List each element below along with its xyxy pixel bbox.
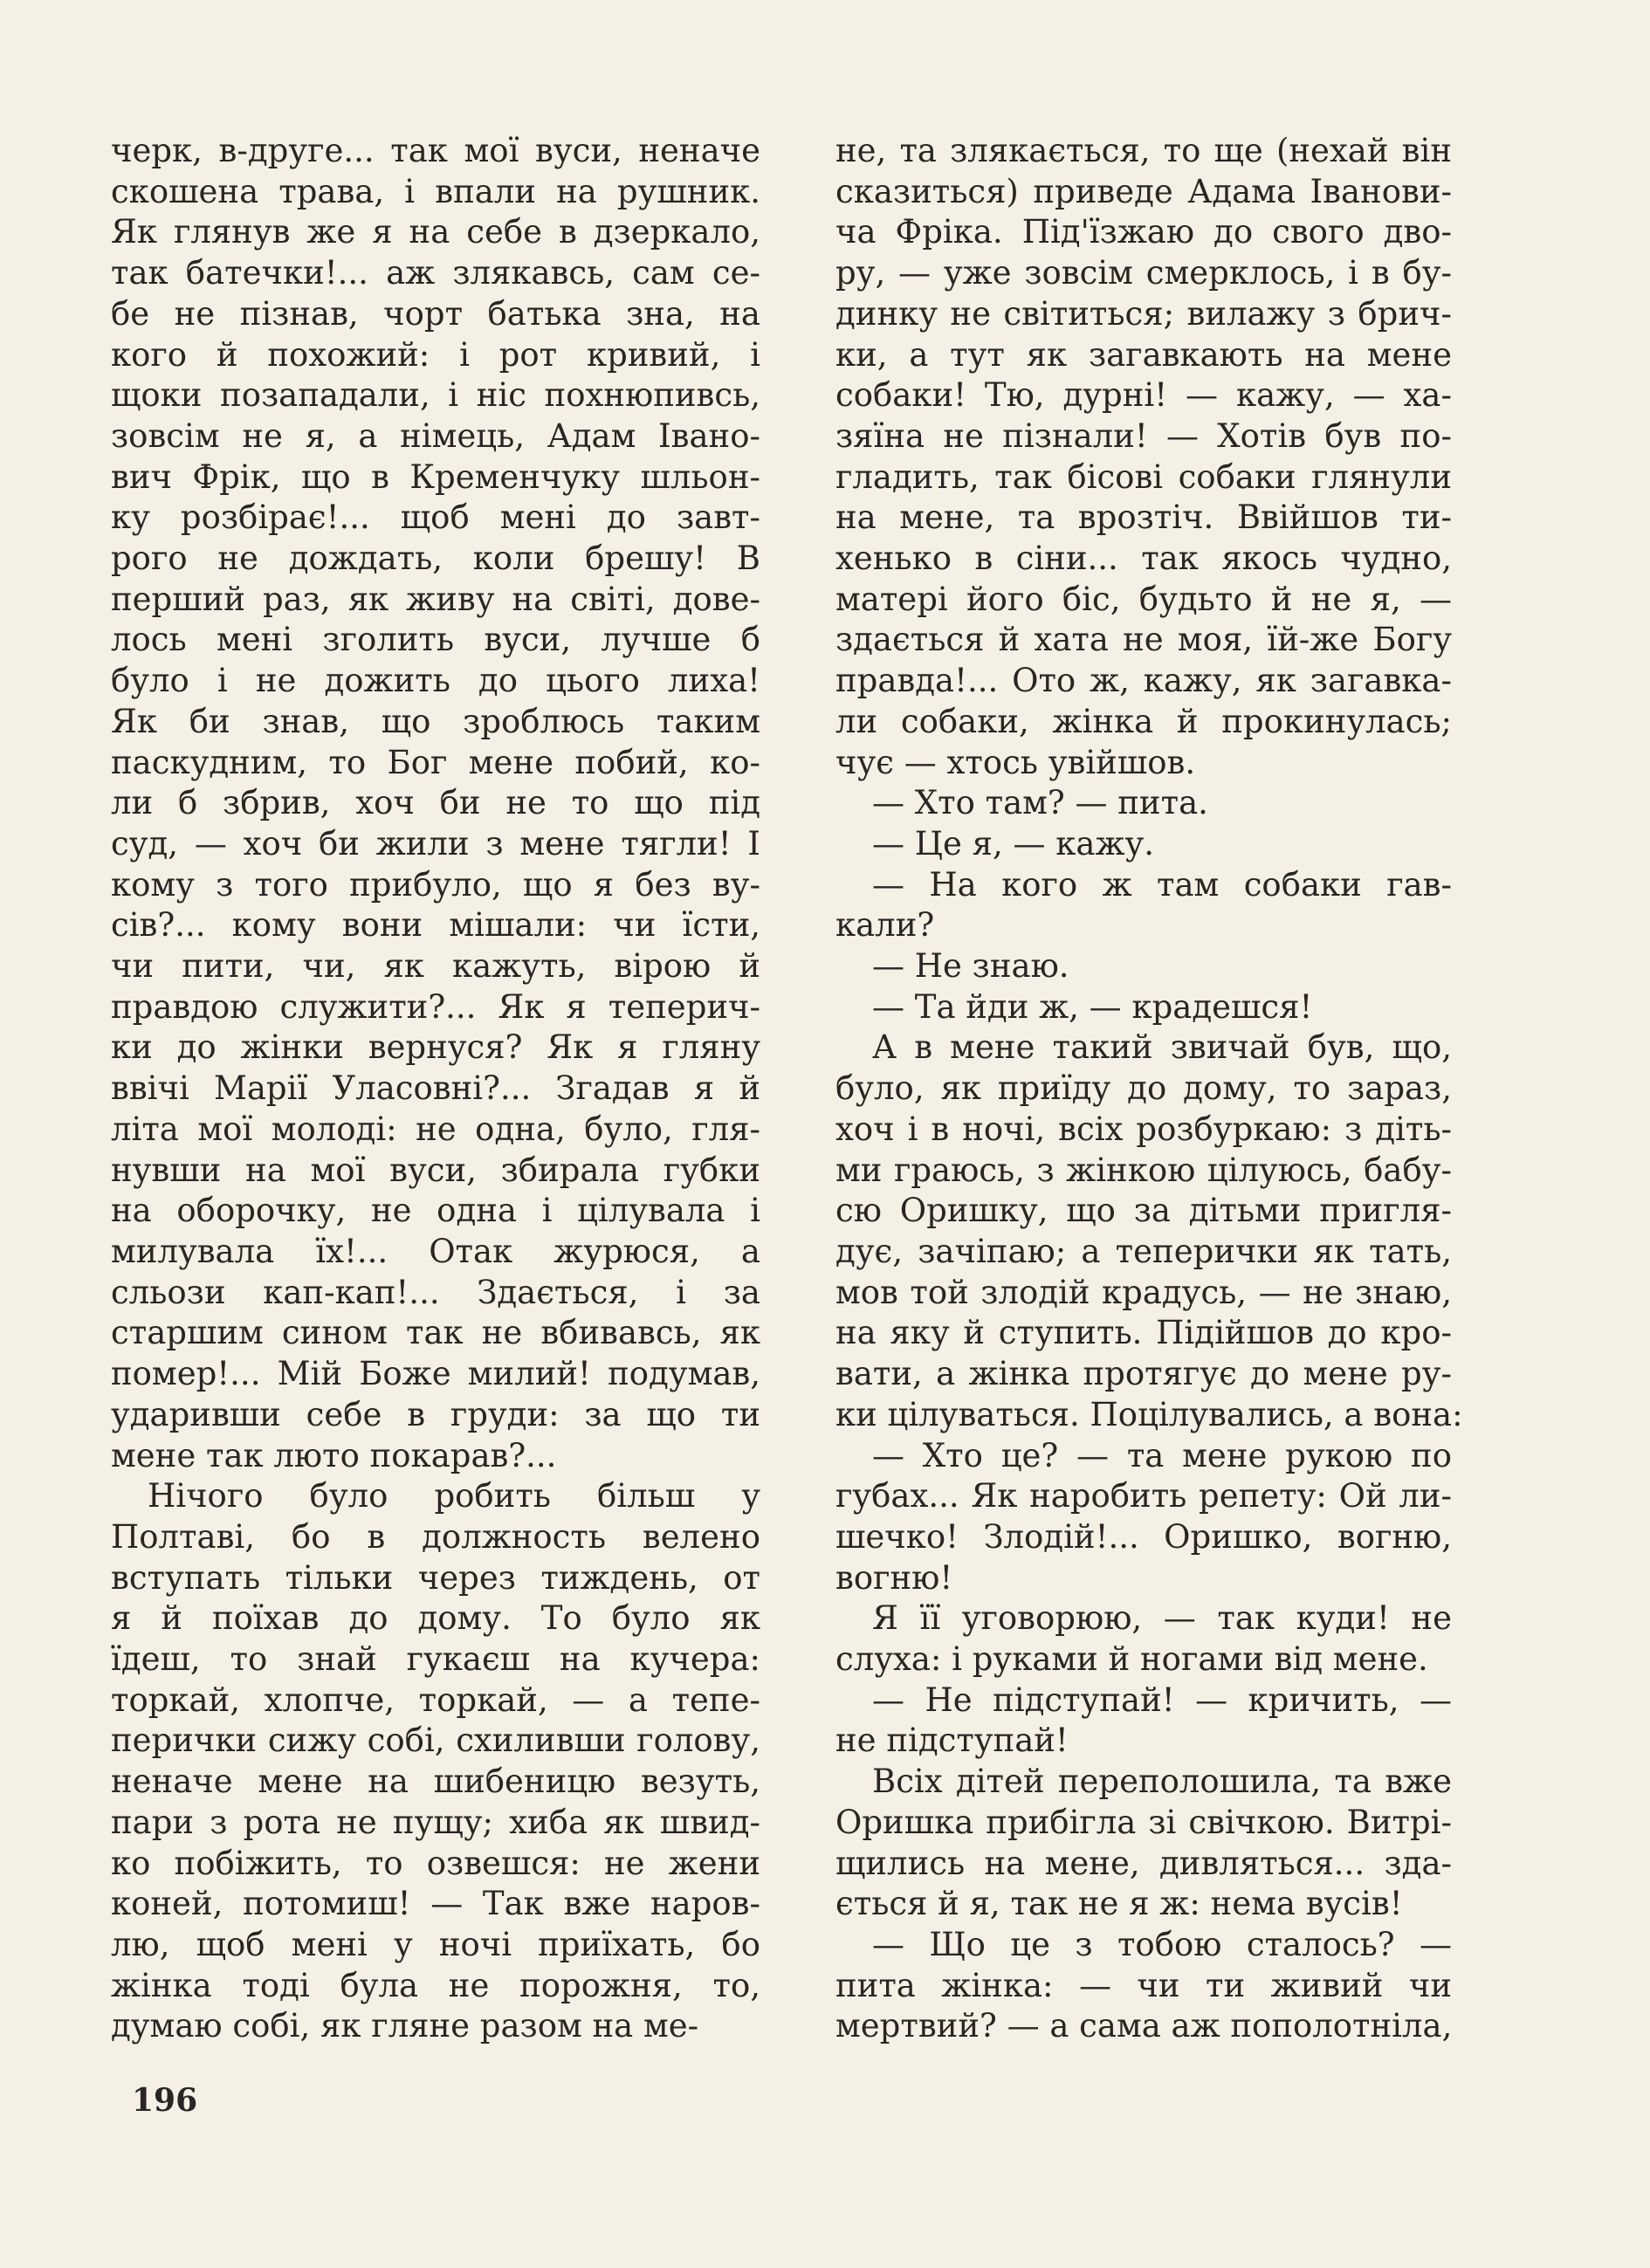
text-line: сю Оришку, що за дітьми пригля- — [835, 1192, 1452, 1230]
text-line: чує — хтось увійшов. — [835, 743, 1196, 781]
text-line: ру, — уже зовсім смерклось, і в бу- — [835, 254, 1452, 292]
text-line: літа мої молоді: не одна, було, гля- — [111, 1110, 760, 1148]
text-line: собаки! Тю, дурні! — кажу, — ха- — [835, 376, 1452, 415]
text-line: ки до жінки вернуся? Як я гляну — [111, 1028, 760, 1067]
text-line: ється й я, так не я ж: нема вусів! — [835, 1885, 1403, 1923]
text-line: Я її уговорюю, — так куди! не — [872, 1599, 1452, 1638]
text-line: лю, щоб мені у ночі приїхать, бо — [111, 1925, 760, 1963]
text-line: скошена трава, і впали на рушник. — [111, 172, 760, 210]
text-line: пари з рота не пущу; хиба як швид- — [111, 1803, 760, 1841]
text-line: думаю собі, як гляне разом на ме- — [111, 2007, 699, 2045]
paragraph — [835, 865, 1452, 946]
text-line: — Хто це? — та мене рукою по — [872, 1436, 1452, 1474]
paragraph — [111, 131, 760, 1476]
text-line: черк, в-друге... так мої вуси, неначе — [111, 132, 760, 169]
text-line: лось мені зголить вуси, лучше б — [111, 621, 760, 659]
text-line: чи пити, чи, як кажуть, вірою й — [111, 947, 760, 986]
text-line: Всіх дітей переполошила, та вже — [872, 1763, 1452, 1801]
text-line: мене так люто покарав?... — [111, 1436, 557, 1474]
text-line: було, як приїду до дому, то зараз, — [835, 1069, 1452, 1108]
text-line: жінка тоді була не порожня, то, — [111, 1966, 760, 2004]
text-line: сказиться) приведе Адама Іванови- — [835, 172, 1452, 210]
paragraph — [835, 824, 1452, 865]
text-line: рого не дождать, коли брешу! В — [111, 540, 760, 578]
text-line: старшим сином так не вбивавсь, як — [111, 1314, 760, 1352]
text-line: мов той злодій крадусь, — не знаю, — [835, 1273, 1452, 1311]
text-line: зовсім не я, а німець, Адам Івано- — [111, 416, 760, 455]
text-line: — Не підступай! — кричить, — — [872, 1680, 1452, 1719]
text-line: вступать тільки через тиждень, от — [111, 1558, 760, 1597]
text-line: правда!... Ото ж, кажу, як загавка- — [835, 662, 1452, 700]
text-line: — Та йди ж, — крадешся! — [872, 987, 1313, 1026]
text-line: ко побіжить, то озвешся: не жени — [111, 1844, 760, 1882]
text-line: вати, а жінка протягує до мене ру- — [835, 1355, 1452, 1393]
text-line: помер!... Мій Боже милий! подумав, — [111, 1355, 760, 1393]
text-line: на яку й ступить. Підійшов до кро- — [835, 1314, 1452, 1352]
paragraph — [835, 1680, 1452, 1762]
paragraph — [835, 987, 1452, 1028]
text-line: здається й хата не моя, їй-же Богу — [835, 621, 1452, 659]
left-column — [111, 131, 760, 2047]
text-line: перички сижу собі, схиливши голову, — [111, 1722, 760, 1760]
text-line: ударивши себе в груди: за що ти — [111, 1395, 760, 1433]
text-line: губах... Як наробить репету: Ой ли- — [835, 1477, 1452, 1515]
text-line: не, та злякається, то ще (нехай він — [835, 132, 1452, 169]
text-line: Оришка прибігла зі свічкою. Витрі- — [835, 1803, 1452, 1841]
text-line: — Що це з тобою сталось? — — [872, 1925, 1452, 1963]
paragraph — [835, 783, 1452, 824]
text-line: так батечки!... аж злякавсь, сам се- — [111, 254, 760, 292]
text-line: не підступай! — [835, 1722, 1069, 1760]
text-line: ли собаки, жінка й прокинулась; — [835, 702, 1452, 740]
paragraph — [835, 946, 1452, 987]
text-line: А в мене такий звичай був, що, — [872, 1028, 1452, 1067]
text-line: — Хто там? — пита. — [872, 784, 1208, 822]
text-line: суд, — хоч би жили з мене тягли! І — [111, 824, 760, 863]
text-line: ми граюсь, з жінкою цілуюсь, бабу- — [835, 1151, 1452, 1189]
text-line: вогню! — [835, 1558, 953, 1597]
text-line: шечко! Злодій!... Оришко, вогню, — [835, 1517, 1452, 1556]
text-line: мертвий? — а сама аж пополотніла, — [835, 2007, 1453, 2045]
text-line: правдою служити?... Як я теперич- — [111, 987, 760, 1026]
text-line: — Це я, — кажу. — [872, 824, 1155, 863]
text-line: ли б збрив, хоч би не то що під — [111, 784, 760, 822]
text-line: ввічі Марії Уласовні?... Згадав я й — [111, 1069, 760, 1108]
text-line: я й поїхав до дому. То було як — [111, 1599, 760, 1638]
text-line: ки цілуваться. Поцілувались, а вона: — [835, 1395, 1463, 1433]
text-line: динку не світиться; вилажу з брич- — [835, 294, 1452, 333]
paragraph — [835, 1762, 1452, 1925]
text-line: пита жінка: — чи ти живий чи — [835, 1966, 1452, 2004]
text-line: Як би знав, що зроблюсь таким — [111, 702, 760, 740]
text-line: хоч і в ночі, всіх розбуркаю: з діть- — [835, 1110, 1452, 1148]
page-number: 196 — [132, 2082, 198, 2119]
text-line: вич Фрік, що в Кременчуку шльон- — [111, 457, 760, 496]
text-line: на мене, та врозтіч. Ввійшов ти- — [835, 498, 1452, 537]
paragraph — [835, 1925, 1452, 2047]
text-line: сльози кап-кап!... Здається, і за — [111, 1273, 760, 1311]
paragraph — [835, 131, 1452, 783]
text-line: кому з того прибуло, що я без ву- — [111, 865, 760, 904]
text-line: хенько в сіни... так якось чудно, — [835, 540, 1452, 578]
text-line: Полтаві, бо в должность велено — [111, 1517, 760, 1556]
text-line: кали? — [835, 906, 935, 945]
text-line: було і не дожить до цього лиха! — [111, 662, 760, 700]
text-line: їдеш, то знай гукаєш на кучера: — [111, 1640, 760, 1679]
text-line: матері його біс, будьто й не я, — — [835, 580, 1452, 618]
text-line: нувши на мої вуси, збирала губки — [111, 1151, 760, 1189]
text-line: дує, зачіпаю; а теперички як тать, — [835, 1232, 1452, 1270]
text-line: щились на мене, дивляться... зда- — [835, 1844, 1452, 1882]
text-line: ча Фріка. Під'їзжаю до свого дво- — [835, 213, 1452, 251]
text-line: Як глянув же я на себе в дзеркало, — [111, 213, 760, 251]
text-line: слуха: і руками й ногами від мене. — [835, 1640, 1428, 1679]
text-line: торкай, хлопче, торкай, — а тепе- — [111, 1680, 760, 1719]
paragraph — [111, 1476, 760, 2047]
text-line: паскудним, то Бог мене побий, ко- — [111, 743, 760, 781]
paragraph — [835, 1436, 1452, 1599]
text-line: гладить, так бісові собаки глянули — [835, 457, 1452, 496]
text-line: перший раз, як живу на світі, дове- — [111, 580, 760, 618]
text-line: коней, потомиш! — Так вже наров- — [111, 1885, 760, 1923]
paragraph — [835, 1598, 1452, 1680]
text-line: сів?... кому вони мішали: чи їсти, — [111, 906, 760, 945]
text-line: — На кого ж там собаки гав- — [872, 865, 1452, 904]
text-line: милувала їх!... Отак журюся, а — [111, 1232, 760, 1270]
text-line: зяїна не пізнали! — Хотів був по- — [835, 416, 1452, 455]
text-line: ку розбірає!... щоб мені до завт- — [111, 498, 760, 537]
text-line: ки, а тут як загавкають на мене — [835, 335, 1452, 374]
paragraph — [835, 1027, 1463, 1435]
text-line: кого й похожий: і рот кривий, і — [111, 335, 760, 374]
right-column — [835, 131, 1463, 2047]
text-line: бе не пізнав, чорт батька зна, на — [111, 294, 760, 333]
text-line: щоки позападали, і ніс похнюпивсь, — [111, 376, 760, 415]
text-line: Нічого було робить більш у — [148, 1477, 760, 1515]
text-line: — Не знаю. — [872, 947, 1069, 986]
text-line: неначе мене на шибеницю везуть, — [111, 1763, 760, 1801]
text-line: на оборочку, не одна і цілувала і — [111, 1192, 760, 1230]
